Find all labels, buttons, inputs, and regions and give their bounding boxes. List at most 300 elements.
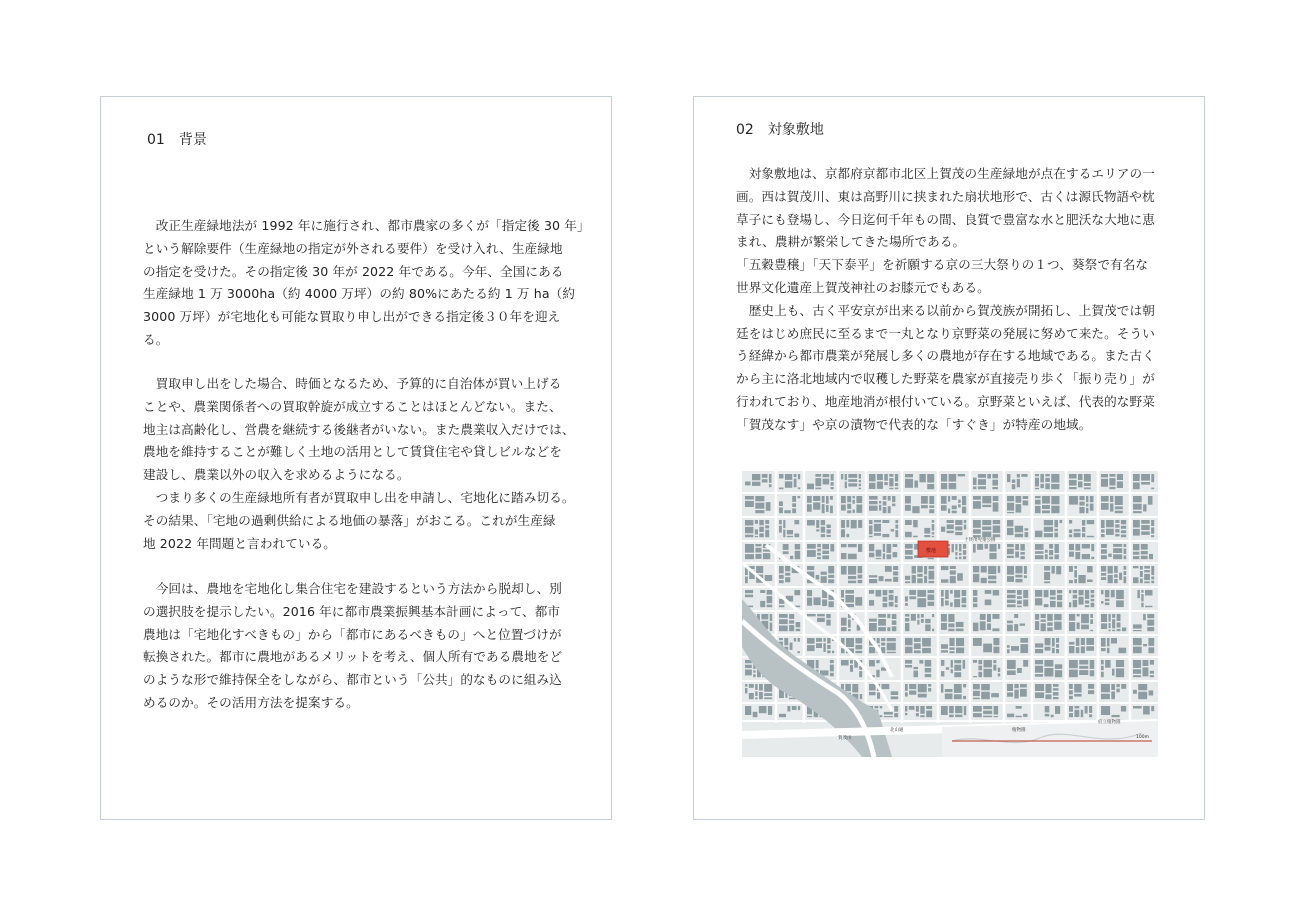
building-footprint xyxy=(1151,527,1154,533)
building-footprint xyxy=(1091,595,1095,598)
building-footprint xyxy=(789,625,794,631)
building-footprint xyxy=(893,552,898,557)
building-footprint xyxy=(895,488,898,490)
building-footprint xyxy=(954,590,960,598)
text-line: 買取申し出をした場合、時価となるため、予算的に自治体が買い上げる xyxy=(143,376,562,391)
building-footprint xyxy=(941,483,947,489)
building-footprint xyxy=(745,535,753,538)
building-footprint xyxy=(869,474,876,481)
building-footprint xyxy=(985,600,992,606)
building-footprint xyxy=(858,544,862,552)
building-footprint xyxy=(1084,483,1091,486)
building-footprint xyxy=(891,691,899,695)
building-footprint xyxy=(889,590,894,593)
building-footprint xyxy=(779,580,784,583)
building-footprint xyxy=(1101,648,1106,651)
building-footprint xyxy=(963,556,966,559)
building-footprint xyxy=(853,496,855,498)
building-footprint xyxy=(973,691,980,696)
building-footprint xyxy=(755,536,758,537)
building-footprint xyxy=(895,525,898,529)
building-footprint xyxy=(830,660,834,663)
building-footprint xyxy=(1141,544,1148,550)
building-footprint xyxy=(883,597,888,602)
building-footprint xyxy=(917,598,926,607)
building-footprint xyxy=(1087,566,1093,572)
building-footprint xyxy=(779,507,783,513)
building-footprint xyxy=(878,619,886,626)
building-footprint xyxy=(1085,605,1089,607)
building-footprint xyxy=(884,482,888,485)
building-footprint xyxy=(973,590,977,596)
building-footprint xyxy=(1101,623,1107,629)
building-footprint xyxy=(992,628,999,631)
building-footprint xyxy=(1133,706,1142,709)
text-line: という解除要件（生産緑地の指定が外される要件）を受け入れ、生産緑地 xyxy=(143,240,563,256)
building-footprint xyxy=(1145,590,1153,596)
building-footprint xyxy=(1017,590,1022,595)
building-footprint xyxy=(807,598,812,606)
building-footprint xyxy=(929,566,935,569)
text-line: 画。西は賀茂川、東は高野川に挟まれた扇状地形で、古くは源氏物語や枕 xyxy=(736,188,1155,204)
building-footprint xyxy=(1121,706,1126,712)
building-footprint xyxy=(1042,505,1050,509)
building-footprint xyxy=(994,716,999,717)
building-footprint xyxy=(952,511,957,514)
building-footprint xyxy=(1148,496,1153,505)
building-footprint xyxy=(764,684,772,692)
building-footprint xyxy=(941,598,944,606)
building-footprint xyxy=(817,549,821,552)
building-footprint xyxy=(794,590,800,595)
building-footprint xyxy=(1073,600,1077,607)
building-footprint xyxy=(963,550,966,555)
building-footprint xyxy=(932,629,934,632)
building-footprint xyxy=(919,474,925,482)
building-footprint xyxy=(973,535,981,537)
building-footprint xyxy=(905,713,907,715)
building-footprint xyxy=(1069,480,1077,486)
building-footprint xyxy=(1133,556,1139,559)
building-footprint xyxy=(765,525,769,528)
building-footprint xyxy=(955,544,957,550)
building-footprint xyxy=(1007,590,1016,593)
building-footprint xyxy=(948,496,950,502)
building-footprint xyxy=(1084,474,1091,482)
building-footprint xyxy=(957,573,963,581)
building-footprint xyxy=(1055,664,1062,669)
building-footprint xyxy=(1133,624,1142,628)
building-footprint xyxy=(1115,520,1119,523)
building-footprint xyxy=(962,507,966,514)
building-footprint xyxy=(932,536,935,537)
building-footprint xyxy=(963,544,966,549)
building-footprint xyxy=(1017,668,1022,673)
building-footprint xyxy=(1106,520,1114,527)
building-footprint xyxy=(973,698,980,700)
building-footprint xyxy=(998,566,1001,573)
building-footprint xyxy=(913,520,918,527)
building-footprint xyxy=(1151,488,1154,490)
building-footprint xyxy=(1035,590,1042,597)
text-line: 生産緑地 1 万 3000ha（約 4000 万坪）の約 80%にあたる約 1 万 ha（約 xyxy=(143,286,576,302)
building-footprint xyxy=(1007,544,1014,547)
building-footprint xyxy=(945,601,949,606)
building-footprint xyxy=(1114,574,1118,577)
building-footprint xyxy=(905,706,907,712)
building-footprint xyxy=(983,706,992,709)
building-footprint xyxy=(964,525,966,530)
building-footprint xyxy=(889,488,893,489)
building-footprint xyxy=(1069,646,1074,653)
building-footprint xyxy=(1145,606,1153,607)
building-footprint xyxy=(841,505,846,511)
text-line: う経緯から都市農業が発展し多くの農地が存在する地域である。また古く xyxy=(736,348,1155,364)
building-footprint xyxy=(841,618,847,626)
building-footprint xyxy=(759,533,764,537)
building-footprint xyxy=(973,496,981,500)
building-footprint xyxy=(1144,566,1150,569)
building-footprint xyxy=(792,503,796,507)
building-footprint xyxy=(1042,496,1050,504)
building-footprint xyxy=(1147,627,1154,631)
building-footprint xyxy=(958,474,966,476)
building-footprint xyxy=(869,553,874,558)
building-footprint xyxy=(1047,627,1053,631)
building-footprint xyxy=(779,619,788,624)
building-footprint xyxy=(1151,706,1154,711)
building-footprint xyxy=(1075,552,1080,559)
building-footprint xyxy=(1151,566,1154,575)
building-footprint xyxy=(826,505,829,512)
building-footprint xyxy=(1015,566,1022,573)
text-line: 草子にも登場し、今日迄何千年もの間、良質で豊富な水と肥沃な大地に恵 xyxy=(736,211,1155,227)
building-footprint xyxy=(1101,474,1108,477)
building-footprint xyxy=(905,660,912,664)
building-footprint xyxy=(1150,671,1154,674)
building-footprint xyxy=(1091,599,1095,601)
building-footprint xyxy=(823,638,825,642)
building-footprint xyxy=(1101,496,1109,502)
building-footprint xyxy=(817,553,821,556)
building-footprint xyxy=(959,553,962,555)
building-footprint xyxy=(859,488,861,490)
building-footprint xyxy=(1124,544,1127,547)
building-footprint xyxy=(928,595,935,601)
building-footprint xyxy=(1055,554,1059,559)
building-footprint xyxy=(1041,620,1046,622)
text-line: ことや、農業関係者への買取幹旋が成立することはほとんどない。また、 xyxy=(143,398,562,414)
building-footprint xyxy=(1087,536,1095,537)
text-line: 3000 万坪）が宅地化も可能な買取り申し出ができる指定後３０年を迎え xyxy=(143,309,561,325)
building-footprint xyxy=(858,575,863,579)
building-footprint xyxy=(1109,474,1115,477)
building-footprint xyxy=(832,651,834,654)
building-footprint xyxy=(749,693,754,699)
building-footprint xyxy=(869,660,875,666)
building-footprint xyxy=(1069,487,1077,489)
building-footprint xyxy=(877,474,883,480)
building-footprint xyxy=(983,716,992,718)
street-label-garden: 植物園 xyxy=(1012,728,1026,733)
building-footprint xyxy=(762,474,768,478)
building-footprint xyxy=(816,660,819,668)
building-footprint xyxy=(1116,689,1119,693)
building-footprint xyxy=(794,479,797,488)
building-footprint xyxy=(1023,600,1028,607)
building-footprint xyxy=(909,706,915,710)
building-footprint xyxy=(1115,529,1119,532)
building-footprint xyxy=(888,496,891,501)
building-footprint xyxy=(1035,478,1039,487)
building-footprint xyxy=(759,692,763,699)
building-footprint xyxy=(1045,706,1050,712)
building-footprint xyxy=(828,575,834,578)
building-footprint xyxy=(955,706,962,713)
building-footprint xyxy=(1035,551,1044,554)
building-footprint xyxy=(883,507,887,513)
building-footprint xyxy=(1024,575,1027,578)
building-footprint xyxy=(798,651,800,653)
building-footprint xyxy=(918,684,927,692)
building-footprint xyxy=(984,660,992,667)
building-footprint xyxy=(916,706,919,712)
building-footprint xyxy=(1086,646,1094,651)
building-footprint xyxy=(847,504,851,509)
text-line: 世界文化遺産上賀茂神社のお膝元でもある。 xyxy=(736,279,990,295)
building-footprint xyxy=(1090,496,1094,502)
building-footprint xyxy=(1020,556,1024,559)
building-footprint xyxy=(905,638,913,645)
building-footprint xyxy=(770,614,773,621)
building-footprint xyxy=(952,544,954,552)
building-footprint xyxy=(883,603,888,607)
building-footprint xyxy=(1151,535,1154,537)
building-footprint xyxy=(1079,666,1088,669)
building-footprint xyxy=(909,684,916,689)
building-footprint xyxy=(792,508,796,513)
building-footprint xyxy=(1007,600,1016,603)
building-footprint xyxy=(1020,544,1024,551)
building-footprint xyxy=(1057,595,1062,600)
building-footprint xyxy=(823,643,825,652)
building-footprint xyxy=(798,474,800,479)
building-footprint xyxy=(848,566,856,575)
building-footprint xyxy=(877,482,883,489)
building-footprint xyxy=(988,566,996,574)
building-footprint xyxy=(984,669,992,677)
building-footprint xyxy=(993,502,999,511)
building-footprint xyxy=(807,496,812,503)
building-footprint xyxy=(1124,566,1127,570)
building-footprint xyxy=(1074,529,1081,531)
building-footprint xyxy=(905,550,913,555)
building-footprint xyxy=(1081,710,1084,717)
building-footprint xyxy=(821,527,825,533)
building-footprint xyxy=(1101,479,1108,487)
building-footprint xyxy=(889,478,893,486)
building-footprint xyxy=(869,579,877,583)
building-footprint xyxy=(1020,684,1027,688)
building-footprint xyxy=(1109,614,1111,622)
building-footprint xyxy=(932,614,934,617)
building-footprint xyxy=(1112,669,1115,676)
building-footprint xyxy=(1069,566,1073,572)
building-footprint xyxy=(783,520,785,528)
building-footprint xyxy=(992,614,999,619)
building-footprint xyxy=(929,571,935,580)
building-footprint xyxy=(914,643,921,649)
building-footprint xyxy=(1117,481,1123,488)
building-footprint xyxy=(1084,487,1091,489)
building-footprint xyxy=(1054,520,1058,527)
building-footprint xyxy=(948,629,954,632)
building-footprint xyxy=(1035,544,1044,550)
building-footprint xyxy=(1007,566,1014,575)
building-footprint xyxy=(779,520,782,524)
garden-label: 府立植物園 xyxy=(1098,720,1121,725)
building-footprint xyxy=(894,713,898,717)
building-footprint xyxy=(841,520,845,528)
building-footprint xyxy=(918,694,927,698)
building-footprint xyxy=(1045,550,1048,553)
building-footprint xyxy=(876,660,879,663)
building-footprint xyxy=(755,684,757,690)
building-footprint xyxy=(755,554,761,559)
building-footprint xyxy=(1090,670,1095,676)
building-footprint xyxy=(1044,527,1053,532)
text-line: つまり多くの生産緑地所有者が買取申し出を申請し、宅地化に踏み切る。 xyxy=(143,489,575,505)
building-footprint xyxy=(1101,544,1107,548)
building-footprint xyxy=(790,556,793,559)
building-footprint xyxy=(745,665,752,668)
page-target-site xyxy=(693,96,1205,820)
building-footprint xyxy=(1086,496,1088,502)
building-footprint xyxy=(1075,544,1080,551)
building-footprint xyxy=(1143,667,1149,676)
building-footprint xyxy=(893,566,898,570)
building-footprint xyxy=(745,684,747,687)
building-footprint xyxy=(821,534,825,537)
building-footprint xyxy=(1050,601,1056,607)
building-footprint xyxy=(1007,625,1013,632)
building-footprint xyxy=(745,590,753,593)
building-footprint xyxy=(877,692,880,698)
building-footprint xyxy=(1007,649,1010,653)
building-footprint xyxy=(798,638,800,642)
building-footprint xyxy=(1069,684,1073,689)
building-footprint xyxy=(884,716,893,717)
building-footprint xyxy=(1007,604,1016,607)
building-footprint xyxy=(973,487,977,490)
building-footprint xyxy=(1113,544,1122,547)
building-footprint xyxy=(1035,488,1039,489)
building-footprint xyxy=(795,551,801,559)
building-footprint xyxy=(794,638,796,642)
building-footprint xyxy=(1114,566,1118,573)
text-line: の指定を受けた。その指定後 30 年が 2022 年である。今年、全国にある xyxy=(143,263,564,279)
building-footprint xyxy=(885,566,892,572)
building-footprint xyxy=(911,614,916,621)
building-footprint xyxy=(1115,524,1119,527)
building-footprint xyxy=(905,684,908,691)
building-footprint xyxy=(905,576,910,580)
building-footprint xyxy=(874,533,881,536)
building-footprint xyxy=(978,666,982,671)
building-footprint xyxy=(792,706,797,710)
building-footprint xyxy=(745,577,748,584)
building-footprint xyxy=(989,544,996,552)
building-footprint xyxy=(1151,577,1154,580)
building-footprint xyxy=(858,566,863,573)
building-footprint xyxy=(1041,614,1046,618)
building-footprint xyxy=(1113,548,1122,553)
building-footprint xyxy=(845,482,847,489)
building-footprint xyxy=(883,501,887,505)
building-footprint xyxy=(1101,529,1105,532)
building-footprint xyxy=(1090,630,1093,631)
building-footprint xyxy=(959,544,962,552)
building-footprint xyxy=(925,668,932,673)
building-footprint xyxy=(1056,649,1059,653)
building-footprint xyxy=(787,536,793,537)
building-footprint xyxy=(814,597,821,605)
building-footprint xyxy=(783,544,789,550)
building-footprint xyxy=(1021,474,1027,477)
building-footprint xyxy=(1053,688,1059,690)
building-footprint xyxy=(1143,644,1147,646)
building-footprint xyxy=(816,520,819,528)
building-footprint xyxy=(1007,684,1013,691)
building-footprint xyxy=(1020,638,1028,643)
building-footprint xyxy=(973,574,979,583)
building-footprint xyxy=(1090,504,1094,511)
text-line: 対象敷地は、京都府京都市北区上賀茂の生産緑地が点在するエリアの一 xyxy=(736,166,1155,181)
building-footprint xyxy=(945,590,949,599)
building-footprint xyxy=(787,706,790,712)
building-footprint xyxy=(1069,622,1075,631)
building-footprint xyxy=(1150,660,1154,665)
building-footprint xyxy=(956,629,964,632)
building-footprint xyxy=(869,506,878,511)
building-footprint xyxy=(1069,520,1072,524)
building-footprint xyxy=(845,474,847,480)
paragraph-2 xyxy=(143,373,575,555)
building-footprint xyxy=(1107,638,1110,646)
building-footprint xyxy=(1045,647,1051,651)
building-footprint xyxy=(1147,614,1154,618)
building-footprint xyxy=(883,544,885,552)
building-footprint xyxy=(1069,690,1073,694)
building-footprint xyxy=(981,684,990,690)
building-footprint xyxy=(1045,638,1051,645)
building-footprint xyxy=(767,596,773,603)
building-footprint xyxy=(1052,638,1055,647)
building-footprint xyxy=(856,496,862,503)
building-footprint xyxy=(779,566,784,573)
building-footprint xyxy=(831,482,834,486)
building-footprint xyxy=(1090,619,1093,624)
building-footprint xyxy=(926,711,932,718)
building-footprint xyxy=(998,544,1000,549)
text-line: 地主は高齢化し、営農を継続する後継者がいない。また農業収入だけでは、 xyxy=(143,421,575,437)
building-footprint xyxy=(1085,590,1089,599)
building-footprint xyxy=(1054,533,1058,538)
building-footprint xyxy=(1144,570,1150,572)
building-footprint xyxy=(973,660,977,663)
building-footprint xyxy=(1081,625,1089,630)
building-footprint xyxy=(855,638,862,644)
